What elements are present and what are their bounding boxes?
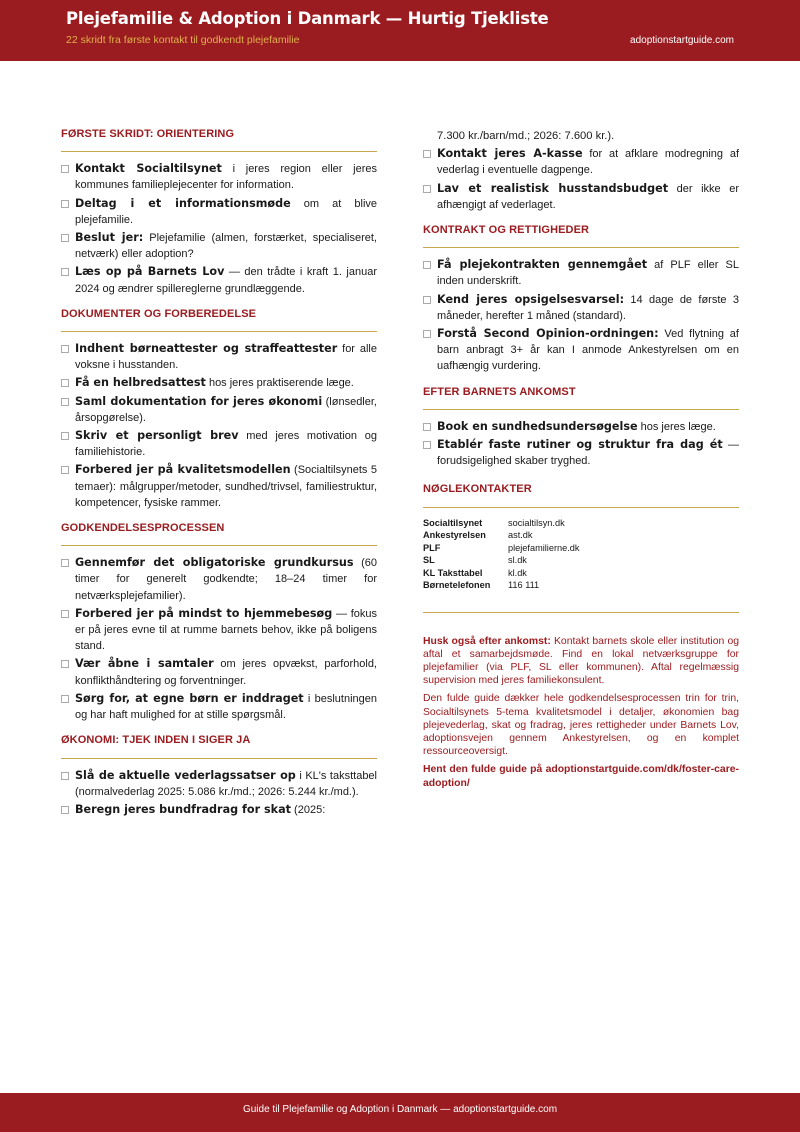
item-heading: Forstå Second Opinion-ordningen: xyxy=(437,327,659,341)
item-heading: Kend jeres opsigelsesvarsel: xyxy=(437,292,625,306)
note-text: Kontakt barnets skole eller institution og aftal et samarbejdsmøde. Find en lokal netværksgruppe for plejefamilier (via PLF, SL eller kommunen). Aftal regelmæssig supervision med jeres familiekonsulent. xyxy=(423,635,739,687)
continuation-text: 7.300 kr./barn/md.; 2026: 7.600 kr.). xyxy=(437,130,615,142)
checklist-item xyxy=(61,161,377,193)
checkbox-icon[interactable] xyxy=(423,150,431,158)
section-title: EFTER BARNETS ANKOMST xyxy=(423,384,739,410)
item-text: i KL's taksttabel (normalvederlag 2025: 5.086 kr./md.; 2026: 5.244 kr./md.). xyxy=(75,769,377,798)
section-title: FØRSTE SKRIDT: ORIENTERING xyxy=(61,126,377,152)
checklist-item xyxy=(423,146,739,178)
checkbox-icon[interactable] xyxy=(61,610,69,618)
checklist-item xyxy=(423,257,739,289)
contact-value[interactable]: socialtilsyn.dk xyxy=(508,517,565,528)
item-heading: Gennemfør det obligatoriske grundkursus xyxy=(75,556,354,570)
checklist-item xyxy=(61,462,377,511)
item-heading: Skriv et personligt brev xyxy=(75,429,239,443)
item-heading: Forbered jer på mindst to hjemmebesøg xyxy=(75,606,333,620)
contact-name: KL Taksttabel xyxy=(423,567,483,578)
item-heading: Forbered jer på kvalitetsmodellen xyxy=(75,463,291,477)
item-heading: Beslut jer: xyxy=(75,231,144,245)
checklist-section xyxy=(61,520,377,723)
contact-row xyxy=(423,554,580,567)
checklist-item xyxy=(423,437,739,469)
checkbox-icon[interactable] xyxy=(61,398,69,406)
checklist-item xyxy=(61,341,377,373)
item-text: hos jeres læge. xyxy=(637,420,716,433)
checkbox-icon[interactable] xyxy=(61,234,69,242)
checkbox-icon[interactable] xyxy=(61,379,69,387)
item-heading: Læs op på Barnets Lov xyxy=(75,265,225,279)
item-heading: Lav et realistisk husstandsbudget xyxy=(437,181,669,195)
item-text: 14 dage de første 3 måneder, herefter 1 måned (standard). xyxy=(437,293,739,322)
header-site-url: adoptionstartguide.com xyxy=(630,35,734,46)
checkbox-icon[interactable] xyxy=(61,559,69,567)
contacts-table xyxy=(423,517,580,592)
checklist-item xyxy=(61,606,377,655)
contact-value[interactable]: 116 111 xyxy=(508,580,540,591)
item-heading: Få en helbredsattest xyxy=(75,376,206,390)
checkbox-icon[interactable] xyxy=(423,185,431,193)
contact-value[interactable]: plejefamilierne.dk xyxy=(508,542,580,553)
checklist-item xyxy=(61,691,377,723)
checklist-item xyxy=(61,230,377,262)
item-heading: Indhent børneattester og straffeattester xyxy=(75,342,338,356)
contact-row xyxy=(423,517,580,530)
checklist-item xyxy=(61,428,377,460)
section-title: DOKUMENTER OG FORBEREDELSE xyxy=(61,306,377,332)
contact-value[interactable]: kl.dk xyxy=(508,567,527,578)
after-arrival-note xyxy=(423,635,739,688)
contact-value[interactable]: sl.dk xyxy=(508,555,527,566)
checklist-item xyxy=(423,181,739,213)
right-column xyxy=(423,128,739,795)
section-title: KONTRAKT OG RETTIGHEDER xyxy=(423,222,739,248)
contacts-section xyxy=(423,481,739,591)
contact-row xyxy=(423,542,580,555)
item-heading: Saml dokumentation for jeres økonomi xyxy=(75,394,323,408)
checklist-section xyxy=(61,126,377,297)
section-title: GODKENDELSESPROCESSEN xyxy=(61,520,377,546)
checklist-item xyxy=(61,196,377,228)
guide-description: Den fulde guide dækker hele godkendelsesprocessen trin for trin, Socialtilsynets 5-tema kvalitetsmodel i detaljer, økonomien bag plejevederlag, skat og fradrag, jeres rettigheder under Barnets Lov, adoptionsvejen gennem Ankestyrelsen, og en komplet ressourceoversigt. xyxy=(423,693,739,758)
checklist-section xyxy=(423,146,739,213)
checklist-item xyxy=(61,394,377,426)
item-heading: Slå de aktuelle vederlagssatser op xyxy=(75,768,296,782)
checkbox-icon[interactable] xyxy=(61,660,69,668)
right-sections xyxy=(423,146,739,469)
contact-name: Børnetelefonen xyxy=(423,580,491,591)
checkbox-icon[interactable] xyxy=(61,695,69,703)
guide-link[interactable]: Hent den fulde guide på adoptionstartguide.com/dk/foster-care-adoption/ xyxy=(423,764,739,789)
checklist-item xyxy=(423,292,739,324)
checkbox-icon[interactable] xyxy=(61,772,69,780)
item-heading: Deltag i et informationsmøde xyxy=(75,196,291,210)
item-text: (Socialtilsynets 5 temaer): målgrupper/metoder, sundhed/trivsel, familiestruktur, kompetencer, fysiske rammer. xyxy=(75,464,377,509)
contact-value[interactable]: ast.dk xyxy=(508,530,533,541)
item-text: for alle voksne i husstanden. xyxy=(75,343,377,372)
item-heading: Kontakt Socialtilsynet xyxy=(75,162,222,176)
checkbox-icon[interactable] xyxy=(423,330,431,338)
item-text: — den trådte i kraft 1. januar 2024 og ændrer spillereglerne grundlæggende. xyxy=(75,266,378,295)
contact-row xyxy=(423,579,580,592)
contact-row xyxy=(423,529,580,542)
item-text: af PLF eller SL inden underskrift. xyxy=(437,259,739,288)
checklist-item xyxy=(423,419,739,435)
checkbox-icon[interactable] xyxy=(61,345,69,353)
checklist-section xyxy=(423,384,739,470)
left-column xyxy=(61,126,377,827)
checkbox-icon[interactable] xyxy=(61,806,69,814)
note-label: Husk også efter ankomst: xyxy=(423,635,551,647)
item-heading: Sørg for, at egne børn er inddraget xyxy=(75,691,304,705)
checkbox-icon[interactable] xyxy=(423,261,431,269)
item-text: i beslutningen og har haft mulighed for at stille spørgsmål. xyxy=(75,692,377,722)
checkbox-icon[interactable] xyxy=(423,296,431,304)
page-title: Plejefamilie & Adoption i Danmark — Hurtig Tjekliste xyxy=(66,9,549,28)
checkbox-icon[interactable] xyxy=(61,432,69,440)
checklist-section xyxy=(61,732,377,818)
item-text: Ved flytning af barn anbragt 3+ år kan I anmode Ankestyrelsen om en uafhængig vurdering. xyxy=(437,328,739,373)
item-heading: Book en sundhedsundersøgelse xyxy=(437,419,638,433)
checklist-item xyxy=(61,555,377,604)
item-text: der ikke er afhængigt af vederlaget. xyxy=(437,182,739,211)
checklist-section xyxy=(61,306,377,511)
checklist-item xyxy=(61,802,377,818)
section-title: ØKONOMI: TJEK INDEN I SIGER JA xyxy=(61,732,377,758)
checkbox-icon[interactable] xyxy=(423,423,431,431)
checkbox-icon[interactable] xyxy=(61,466,69,474)
section-title: NØGLEKONTAKTER xyxy=(423,481,739,507)
item-text: med jeres motivation og familiehistorie. xyxy=(75,430,377,459)
item-heading: Beregn jeres bundfradrag for skat xyxy=(75,802,291,816)
checklist-item xyxy=(61,768,377,800)
checklist-item xyxy=(423,326,739,375)
item-text: — fokus er på jeres evne til at rumme barnets behov, ikke på boligens stand. xyxy=(75,607,377,653)
contact-row xyxy=(423,567,580,580)
item-text: Plejefamilie (almen, forstærket, specialiseret, netværk) eller adoption? xyxy=(75,232,377,261)
checklist-item xyxy=(61,656,377,688)
item-heading: Vær åbne i samtaler xyxy=(75,657,214,671)
checkbox-icon[interactable] xyxy=(61,165,69,173)
item-text: — forudsigelighed skaber tryghed. xyxy=(437,439,739,468)
item-text: (60 timer for generelt godkendte; 18–24 timer for netværksplejefamilier). xyxy=(75,557,377,602)
checklist-item xyxy=(61,375,377,391)
checkbox-icon[interactable] xyxy=(61,200,69,208)
item-text: (lønsedler, årsopgørelse). xyxy=(75,395,377,424)
item-text: (2025: xyxy=(291,803,326,816)
item-text: hos jeres praktiserende læge. xyxy=(205,377,354,390)
contact-name: Socialtilsynet xyxy=(423,517,483,528)
item-text: om jeres opvækst, parforhold, konflikthåndtering og forventninger. xyxy=(75,658,377,687)
item-heading: Få plejekontrakten gennemgået xyxy=(437,258,648,272)
contact-name: SL xyxy=(423,555,435,566)
item-text: for at afklare modregning af vederlag i eventuelle dagpenge. xyxy=(437,148,740,177)
contact-name: PLF xyxy=(423,542,441,553)
checklist-item xyxy=(61,264,377,296)
page-header xyxy=(0,0,800,61)
item-text: om at blive plejefamilie. xyxy=(75,197,378,226)
item-heading: Kontakt jeres A-kasse xyxy=(437,147,583,161)
divider xyxy=(423,612,739,613)
contact-name: Ankestyrelsen xyxy=(423,530,486,541)
checkbox-icon[interactable] xyxy=(61,268,69,276)
item-heading: Etablér faste rutiner og struktur fra dag ét xyxy=(437,438,723,452)
checklist-section xyxy=(423,222,739,375)
item-text: i jeres region eller jeres kommunes familieplejecenter for information. xyxy=(75,163,377,192)
page-footer: Guide til Plejefamilie og Adoption i Danmark — adoptionstartguide.com xyxy=(0,1093,800,1132)
page-subtitle: 22 skridt fra første kontakt til godkendt plejefamilie xyxy=(66,34,300,46)
checkbox-icon[interactable] xyxy=(423,441,431,449)
